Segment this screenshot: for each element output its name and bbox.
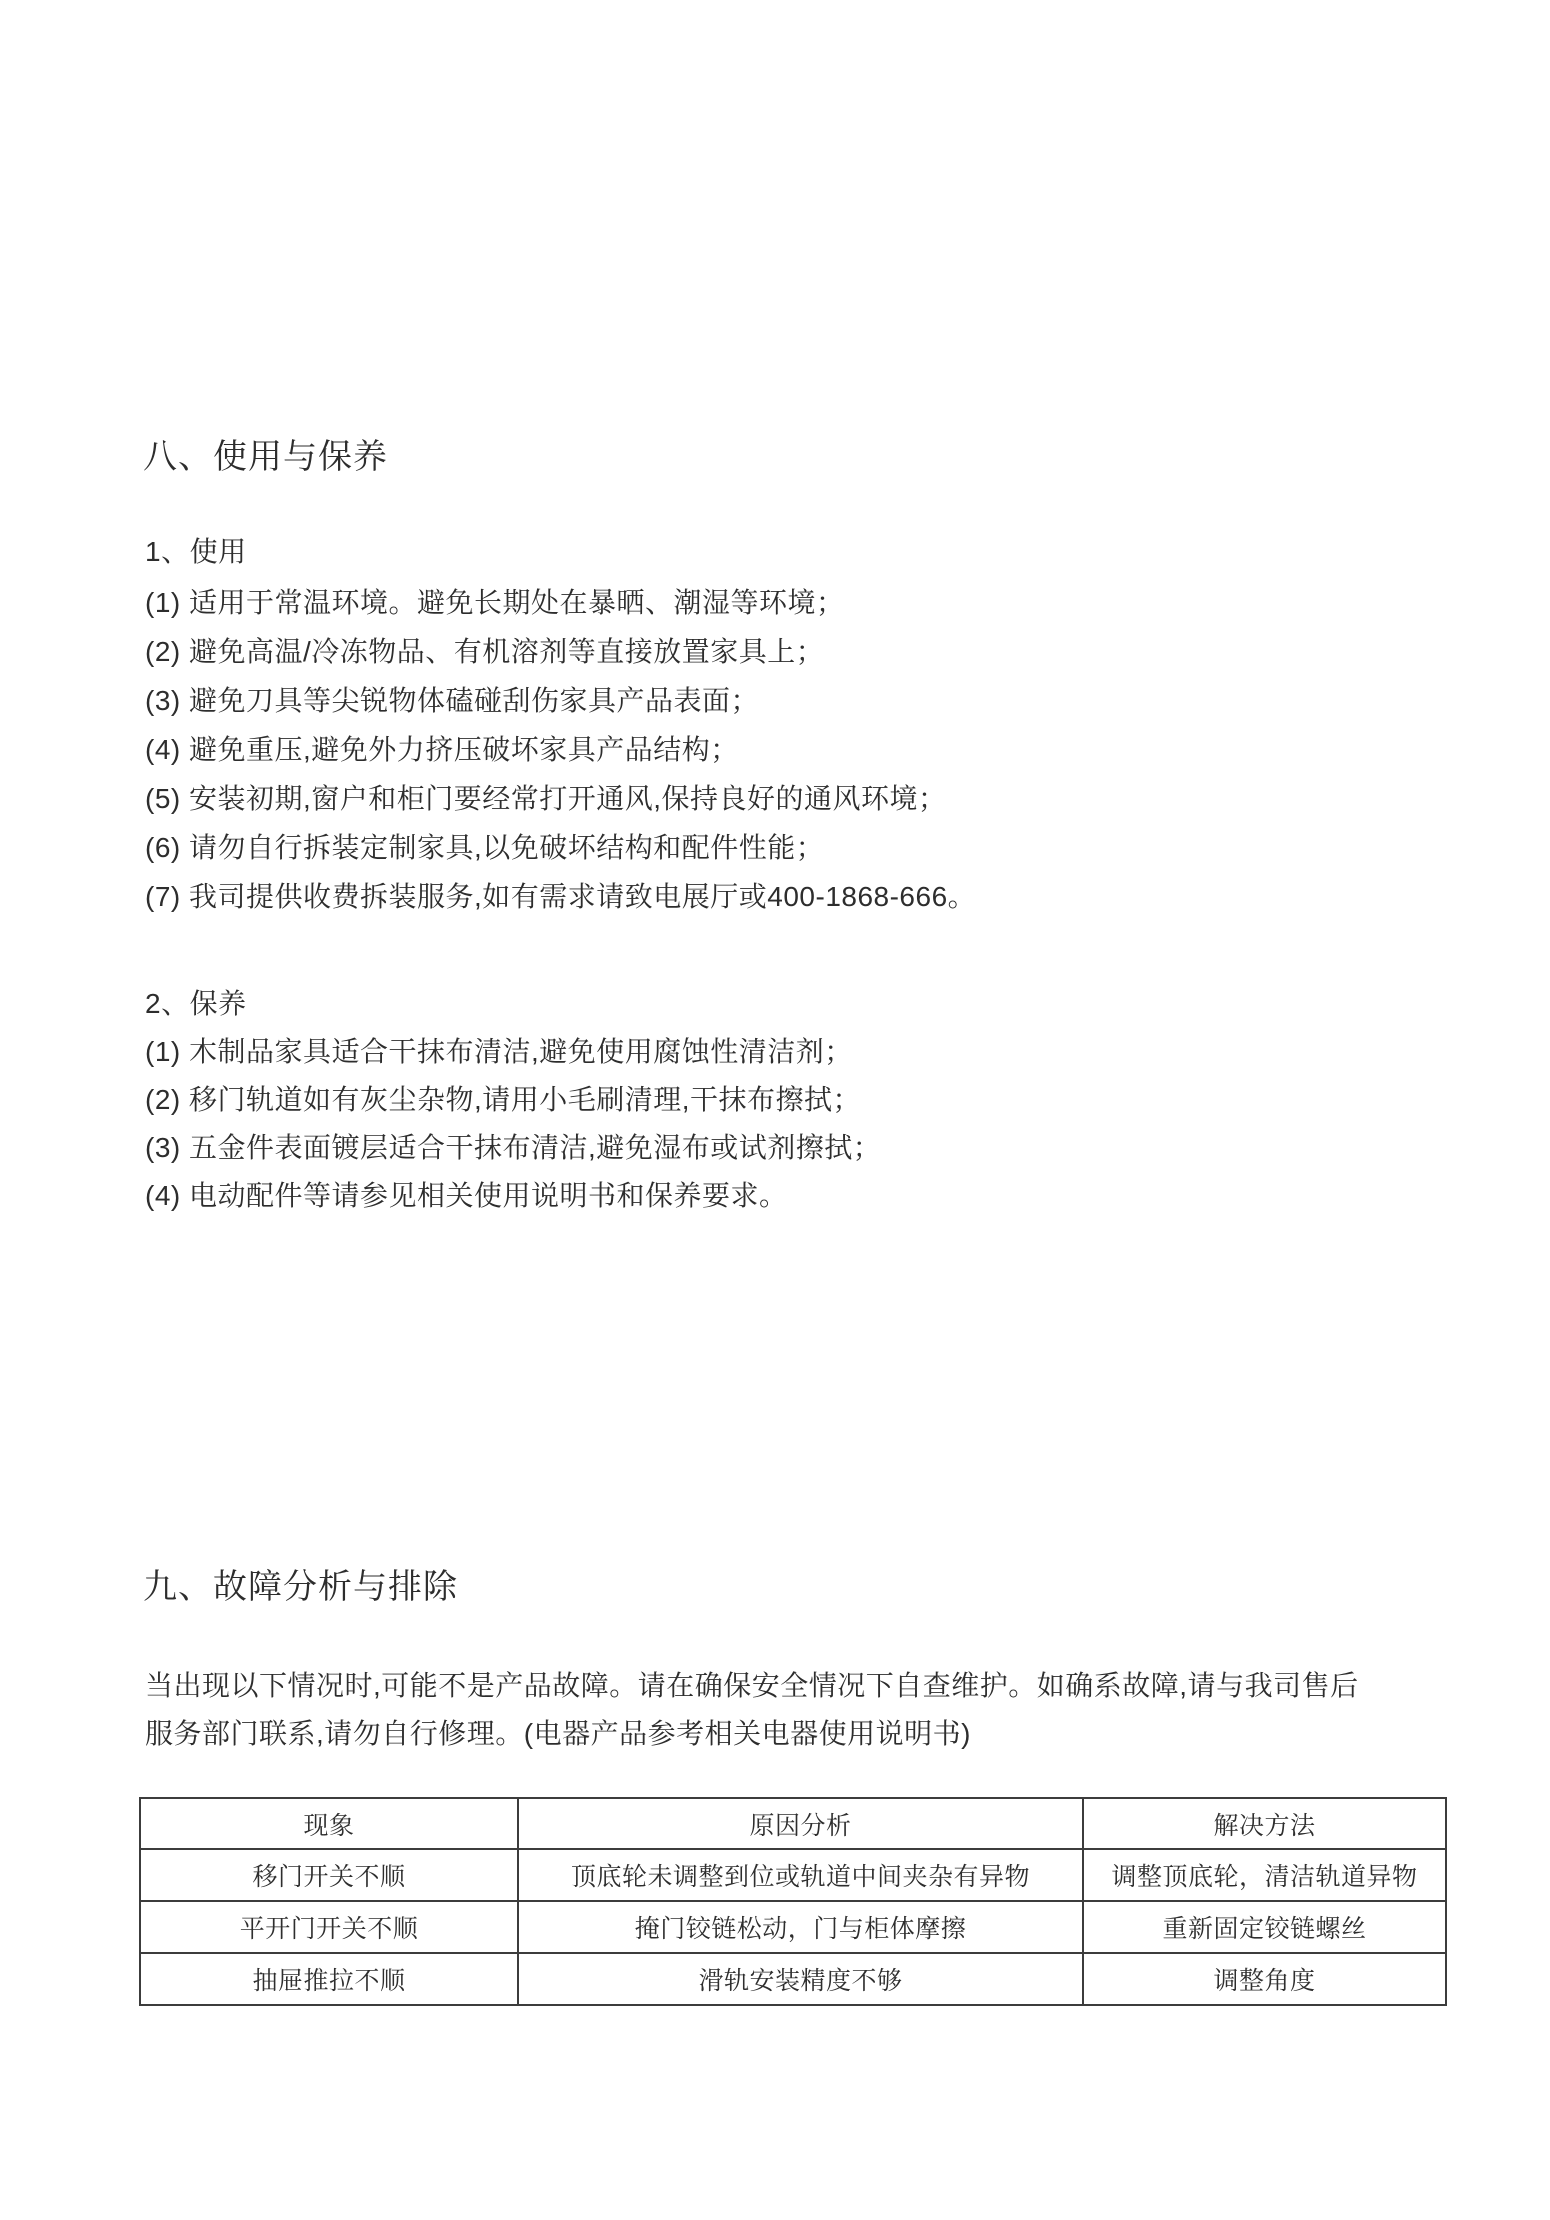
row1-phenomenon: 移门开关不顺 [140,1849,518,1901]
row3-solution: 调整角度 [1083,1953,1446,2005]
fault-intro-line-2: 服务部门联系,请勿自行修理。(电器产品参考相关电器使用说明书) [145,1718,971,1749]
row3-cause: 滑轨安装精度不够 [518,1953,1083,2005]
use-item-6: (6) 请勿自行拆装定制家具,以免破坏结构和配件性能； [145,832,825,863]
table-row [140,1953,1446,2005]
care-list [145,1028,881,1220]
table-header-phenomenon: 现象 [140,1798,518,1849]
fault-intro-paragraph [145,1662,1359,1758]
table-row [140,1901,1446,1953]
row1-solution: 调整顶底轮，清洁轨道异物 [1083,1849,1446,1901]
section8-title: 八、使用与保养 [143,438,388,476]
use-item-5: (5) 安装初期,窗户和柜门要经常打开通风,保持良好的通风环境； [145,783,947,814]
care-item-3: (3) 五金件表面镀层适合干抹布清洁,避免湿布或试剂擦拭； [145,1132,882,1163]
table-row [140,1849,1446,1901]
row3-phenomenon: 抽屉推拉不顺 [140,1953,518,2005]
fault-intro-line-1: 当出现以下情况时,可能不是产品故障。请在确保安全情况下自查维护。如确系故障,请与我司售后 [145,1670,1359,1701]
row2-solution: 重新固定铰链螺丝 [1083,1901,1446,1953]
use-item-4: (4) 避免重压,避免外力挤压破坏家具产品结构； [145,734,739,765]
fault-table-header-row [140,1798,1446,1849]
use-item-7: (7) 我司提供收费拆装服务,如有需求请致电展厅或400-1868-666。 [145,881,977,912]
row2-cause: 掩门铰链松动，门与柜体摩擦 [518,1901,1083,1953]
care-item-1: (1) 木制品家具适合干抹布清洁,避免使用腐蚀性清洁剂； [145,1036,853,1067]
row2-phenomenon: 平开门开关不顺 [140,1901,518,1953]
fault-table [139,1797,1447,2006]
table-header-solution: 解决方法 [1083,1798,1446,1849]
use-list [145,578,976,921]
section9-title: 九、故障分析与排除 [143,1568,458,1606]
use-item-3: (3) 避免刀具等尖锐物体磕碰刮伤家具产品表面； [145,685,760,716]
use-item-1: (1) 适用于常温环境。避免长期处在暴晒、潮湿等环境； [145,587,845,618]
care-item-4: (4) 电动配件等请参见相关使用说明书和保养要求。 [145,1180,788,1211]
use-item-2: (2) 避免高温/冷冻物品、有机溶剂等直接放置家具上； [145,636,825,667]
use-subtitle: 1、使用 [145,536,247,567]
care-subtitle: 2、保养 [145,988,247,1019]
row1-cause: 顶底轮未调整到位或轨道中间夹杂有异物 [518,1849,1083,1901]
care-item-2: (2) 移门轨道如有灰尘杂物,请用小毛刷清理,干抹布擦拭； [145,1084,862,1115]
table-header-cause: 原因分析 [518,1798,1083,1849]
